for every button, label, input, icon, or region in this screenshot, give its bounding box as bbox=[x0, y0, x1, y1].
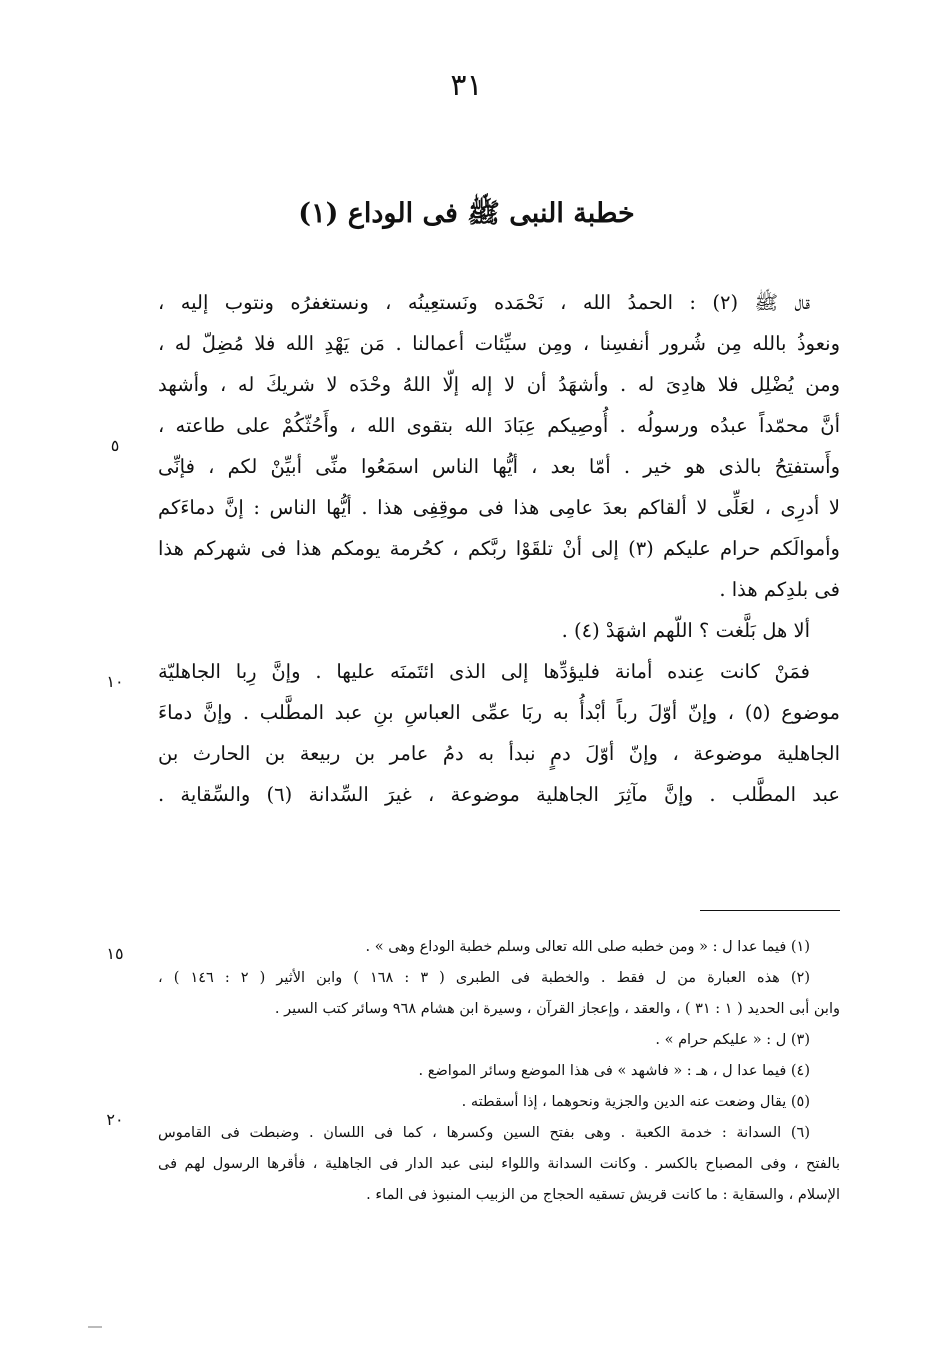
line-number-20: ٢٠ bbox=[106, 1110, 124, 1129]
scan-mark bbox=[88, 1326, 102, 1328]
footnote-line: (٦) السدانة : خدمة الكعبة . وهى بفتح السين وكسرها ، كما فى اللسان . وضبطت فى القاموس bbox=[158, 1125, 810, 1141]
line-number-5: ٥ bbox=[110, 436, 120, 455]
footnotes bbox=[158, 932, 840, 1211]
footnote-line: (٢) هذه العبارة من ل فقط . والخطبة فى الطبرى ( ٣ : ١٦٨ ) وابن الأثير ( ٢ : ١٤٦ ) ، bbox=[158, 970, 810, 986]
main-text bbox=[158, 282, 840, 815]
page-title: خطبة النبى ﷺ فى الوداع (١) bbox=[298, 198, 635, 229]
body-line: ونعوذُ بالله مِن شُرور أنفسِنا ، ومِن سيِّئات أعمالنا . مَن يَهْدِ الله فلا مُضِلّ له ، bbox=[158, 332, 840, 355]
body-line: الجاهلية موضوعة ، وإنّ أوّلَ دمٍ نبدأ به دمُ عامر بن ربيعة بن الحارث بن bbox=[158, 742, 840, 765]
line-number-10: ١٠ bbox=[106, 672, 124, 691]
body-line: لا أدرِى ، لعَلِّى لا ألقاكم بعدَ عامِى هذا فى موقِفِى هذا . أيُّها الناس : إنَّ دماءَكم bbox=[158, 496, 840, 519]
line-number-15: ١٥ bbox=[106, 944, 124, 963]
body-line: قال ﷺ (٢) : الحمدُ الله ، نَحْمَده ونَستعِينُه ، ونستغفرُه ونتوب إليه ، bbox=[158, 291, 810, 314]
body-line: وأموالَكم حرام عليكم (٣) إلى أنْ تلقَوْا ربَّكم ، كحُرمة يومكم هذا فى شهركم هذا bbox=[158, 537, 840, 560]
body-line: ومن يُضْلِل فلا هادِىَ له . وأشهَدُ أن لا إله إلّا اللهُ وحْدَه لا شريكَ له ، وأشهد bbox=[158, 373, 840, 396]
page-number: ٣١ bbox=[450, 68, 483, 103]
footnote-line: (١) فيما عدا ل : « ومن خطبه صلى الله تعالى وسلم خطبة الوداع وهى » . bbox=[365, 939, 810, 955]
body-line: موضوع (٥) ، وإنّ أوّلَ رباً أبْدأُ به ربَا عمِّى العباسِ بنِ عبد المطَّلب . وإنَّ دماءَ bbox=[158, 701, 840, 724]
body-line: عبد المطَّلب . وإنَّ مآثِرَ الجاهلية موضوعة ، غيرَ السِّدانة (٦) والسِّقاية . bbox=[158, 783, 840, 806]
body-line: فى بلدِكم هذا . bbox=[719, 578, 840, 601]
body-line: فمَنْ كانت عِنده أمانة فليؤدِّها إلى الذى ائتَمنَه عليها . وإنَّ رِبا الجاهليّة bbox=[158, 660, 810, 683]
body-line: وأَستفتِحُ بالذى هو خير . أمّا بعد ، أيُّها الناس اسمَعُوا منِّى أبيِّنْ لكم ، فإنِّى bbox=[158, 455, 840, 478]
footnote-separator bbox=[700, 910, 840, 911]
footnote-line: الإسلام ، والسقاية : ما كانت قريش تسقيه الحجاج من الزبيب المنبوذ فى الماء . bbox=[366, 1187, 840, 1203]
footnote-line: بالفتح ، وفى المصباح بالكسر . وكانت السدانة واللواء لبنى عبد الدار فى الجاهلية ، فأقرها الرسول لهم فى bbox=[158, 1156, 840, 1172]
footnote-line: (٣) ل : « عليكم حرام » . bbox=[655, 1032, 810, 1048]
footnote-line: (٤) فيما عدا ل ، هـ : « فاشهد » فى هذا الموضع وسائر المواضع . bbox=[418, 1063, 810, 1079]
body-line: ألا هل بَلَّغت ؟ اللّهم اشهَدْ (٤) . bbox=[561, 619, 810, 642]
footnote-line: وابن أبى الحديد ( ١ : ٣١ ) ، والعقد ، وإعجاز القرآن ، وسيرة ابن هشام ٩٦٨ وسائر كتب السير . bbox=[274, 1001, 840, 1017]
body-line: أنَّ محمّداً عبدُه ورسولُه . أُوصِيكم عِبَادَ الله بتقوى الله ، وأَحُثّكُمْ على طاعته ، bbox=[158, 414, 840, 437]
footnote-line: (٥) يقال وضعت عنه الدين والجزية ونحوهما ، إذا أسقطته . bbox=[461, 1094, 810, 1110]
